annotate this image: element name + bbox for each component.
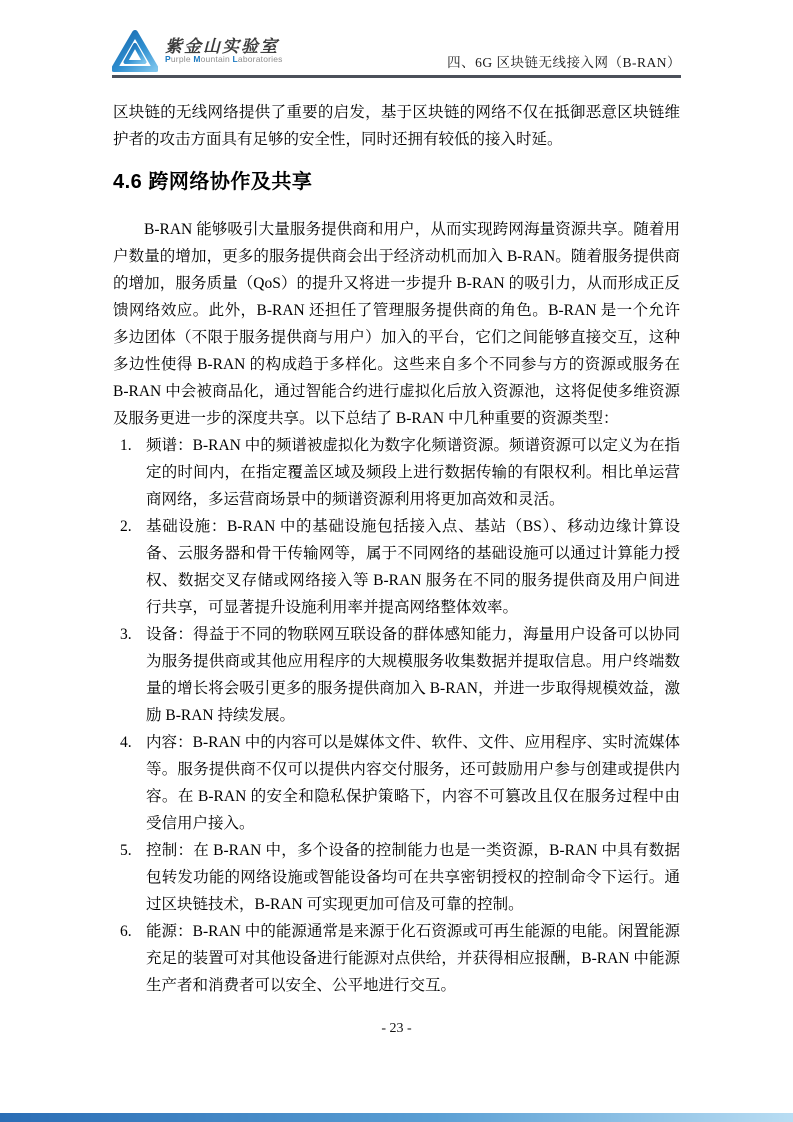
list-item-text: 能源：B-RAN 中的能源通常是来源于化石资源或可再生能源的电能。闲置能源充足的装置可对其他设备进行能源对点供给，并获得相应报酬，B-RAN 中能源生产者和消费者可以安全、公平地进行交互。 [146, 923, 680, 994]
resource-type-list [113, 432, 680, 999]
logo-word-aboratories: aboratories [237, 54, 283, 65]
page-header [112, 24, 681, 78]
logo-initial-l: L [232, 54, 238, 65]
list-item-text: 控制：在 B-RAN 中，多个设备的控制能力也是一类资源，B-RAN 中具有数据包转发功能的网络设施或智能设备均可在共享密钥授权的控制命令下运行。通过区块链技术，B-RAN 可实现更加可信及可靠的控制。 [146, 842, 680, 913]
logo-word-ountain: ountain [200, 54, 233, 65]
pml-triangle-logo-icon [112, 30, 158, 72]
list-item-text: 设备：得益于不同的物联网互联设备的群体感知能力，海量用户设备可以协同为服务提供商或其他应用程序的大规模服务收集数据并提取信息。用户终端数量的增长将会吸引更多的服务提供商加入 B-RAN，并进一步取得规模效益，激励 B-RAN 持续发展。 [146, 626, 680, 724]
list-item-text: 基础设施：B-RAN 中的基础设施包括接入点、基站（BS）、移动边缘计算设备、云服务器和骨干传输网等，属于不同网络的基础设施可以通过计算能力授权、数据交叉存储或网络接入等 B-RAN 服务在不同的服务提供商及用户间进行共享，可显著提升设施利用率并提高网络整体效率。 [146, 518, 680, 616]
logo-initial-p: P [165, 54, 171, 65]
list-number: 4. [120, 734, 132, 751]
list-number: 1. [120, 437, 132, 454]
logo-initial-m: M [193, 54, 201, 65]
logo-word-urple: urple [170, 54, 194, 65]
pml-logo [112, 30, 283, 72]
footer-gradient-bar [0, 1113, 793, 1122]
logo-text [165, 38, 283, 65]
list-item-control [113, 837, 680, 918]
list-item-infrastructure [113, 513, 680, 621]
list-item-spectrum [113, 432, 680, 513]
list-number: 6. [120, 923, 132, 940]
section-heading-4-6: 4.6 跨网络协作及共享 [113, 171, 313, 193]
running-head-section-title: 四、6G 区块链无线接入网（B-RAN） [447, 55, 681, 70]
list-number: 3. [120, 626, 132, 643]
list-item-text: 内容：B-RAN 中的内容可以是媒体文件、软件、文件、应用程序、实时流媒体等。服务提供商不仅可以提供内容交付服务，还可鼓励用户参与创建或提供内容。在 B-RAN 的安全和隐私保护策略下，内容不可篡改且仅在服务过程中由受信用户接入。 [146, 734, 680, 832]
list-item-content [113, 729, 680, 837]
document-body [113, 99, 680, 999]
list-item-devices [113, 621, 680, 729]
list-number: 2. [120, 518, 132, 535]
body-paragraph: B-RAN 能够吸引大量服务提供商和用户，从而实现跨网海量资源共享。随着用户数量的增加，更多的服务提供商会出于经济动机而加入 B-RAN。随着服务提供商的增加，服务质量（QoS）的提升又将进一步提升 B-RAN 的吸引力，从而形成正反馈网络效应。此外，B-RAN 还担任了管理服务提供商的角色。B-RAN 是一个允许多边团体（不限于服务提供商与用户）加入的平台，它们之间能够直接交互，这种多边性使得 B-RAN 的构成趋于多样化。这些来自多个不同参与方的资源或服务在 B-RAN 中会被商品化，通过智能合约进行虚拟化后放入资源池，这将促使多维资源及服务更进一步的深度共享。以下总结了 B-RAN 中几种重要的资源类型： [113, 221, 680, 427]
list-number: 5. [120, 842, 132, 859]
list-item-energy [113, 918, 680, 999]
logo-chinese-name: 紫金山实验室 [165, 36, 279, 56]
page-number: - 23 - [381, 1021, 412, 1036]
list-item-text: 频谱：B-RAN 中的频谱被虚拟化为数字化频谱资源。频谱资源可以定义为在指定的时间内，在指定覆盖区域及频段上进行数据传输的有限权利。相比单运营商网络，多运营商场景中的频谱资源利用将更加高效和灵活。 [146, 437, 680, 508]
intro-paragraph: 区块链的无线网络提供了重要的启发，基于区块链的网络不仅在抵御恶意区块链维护者的攻击方面具有足够的安全性，同时还拥有较低的接入时延。 [113, 104, 680, 148]
logo-english-name [165, 55, 283, 64]
